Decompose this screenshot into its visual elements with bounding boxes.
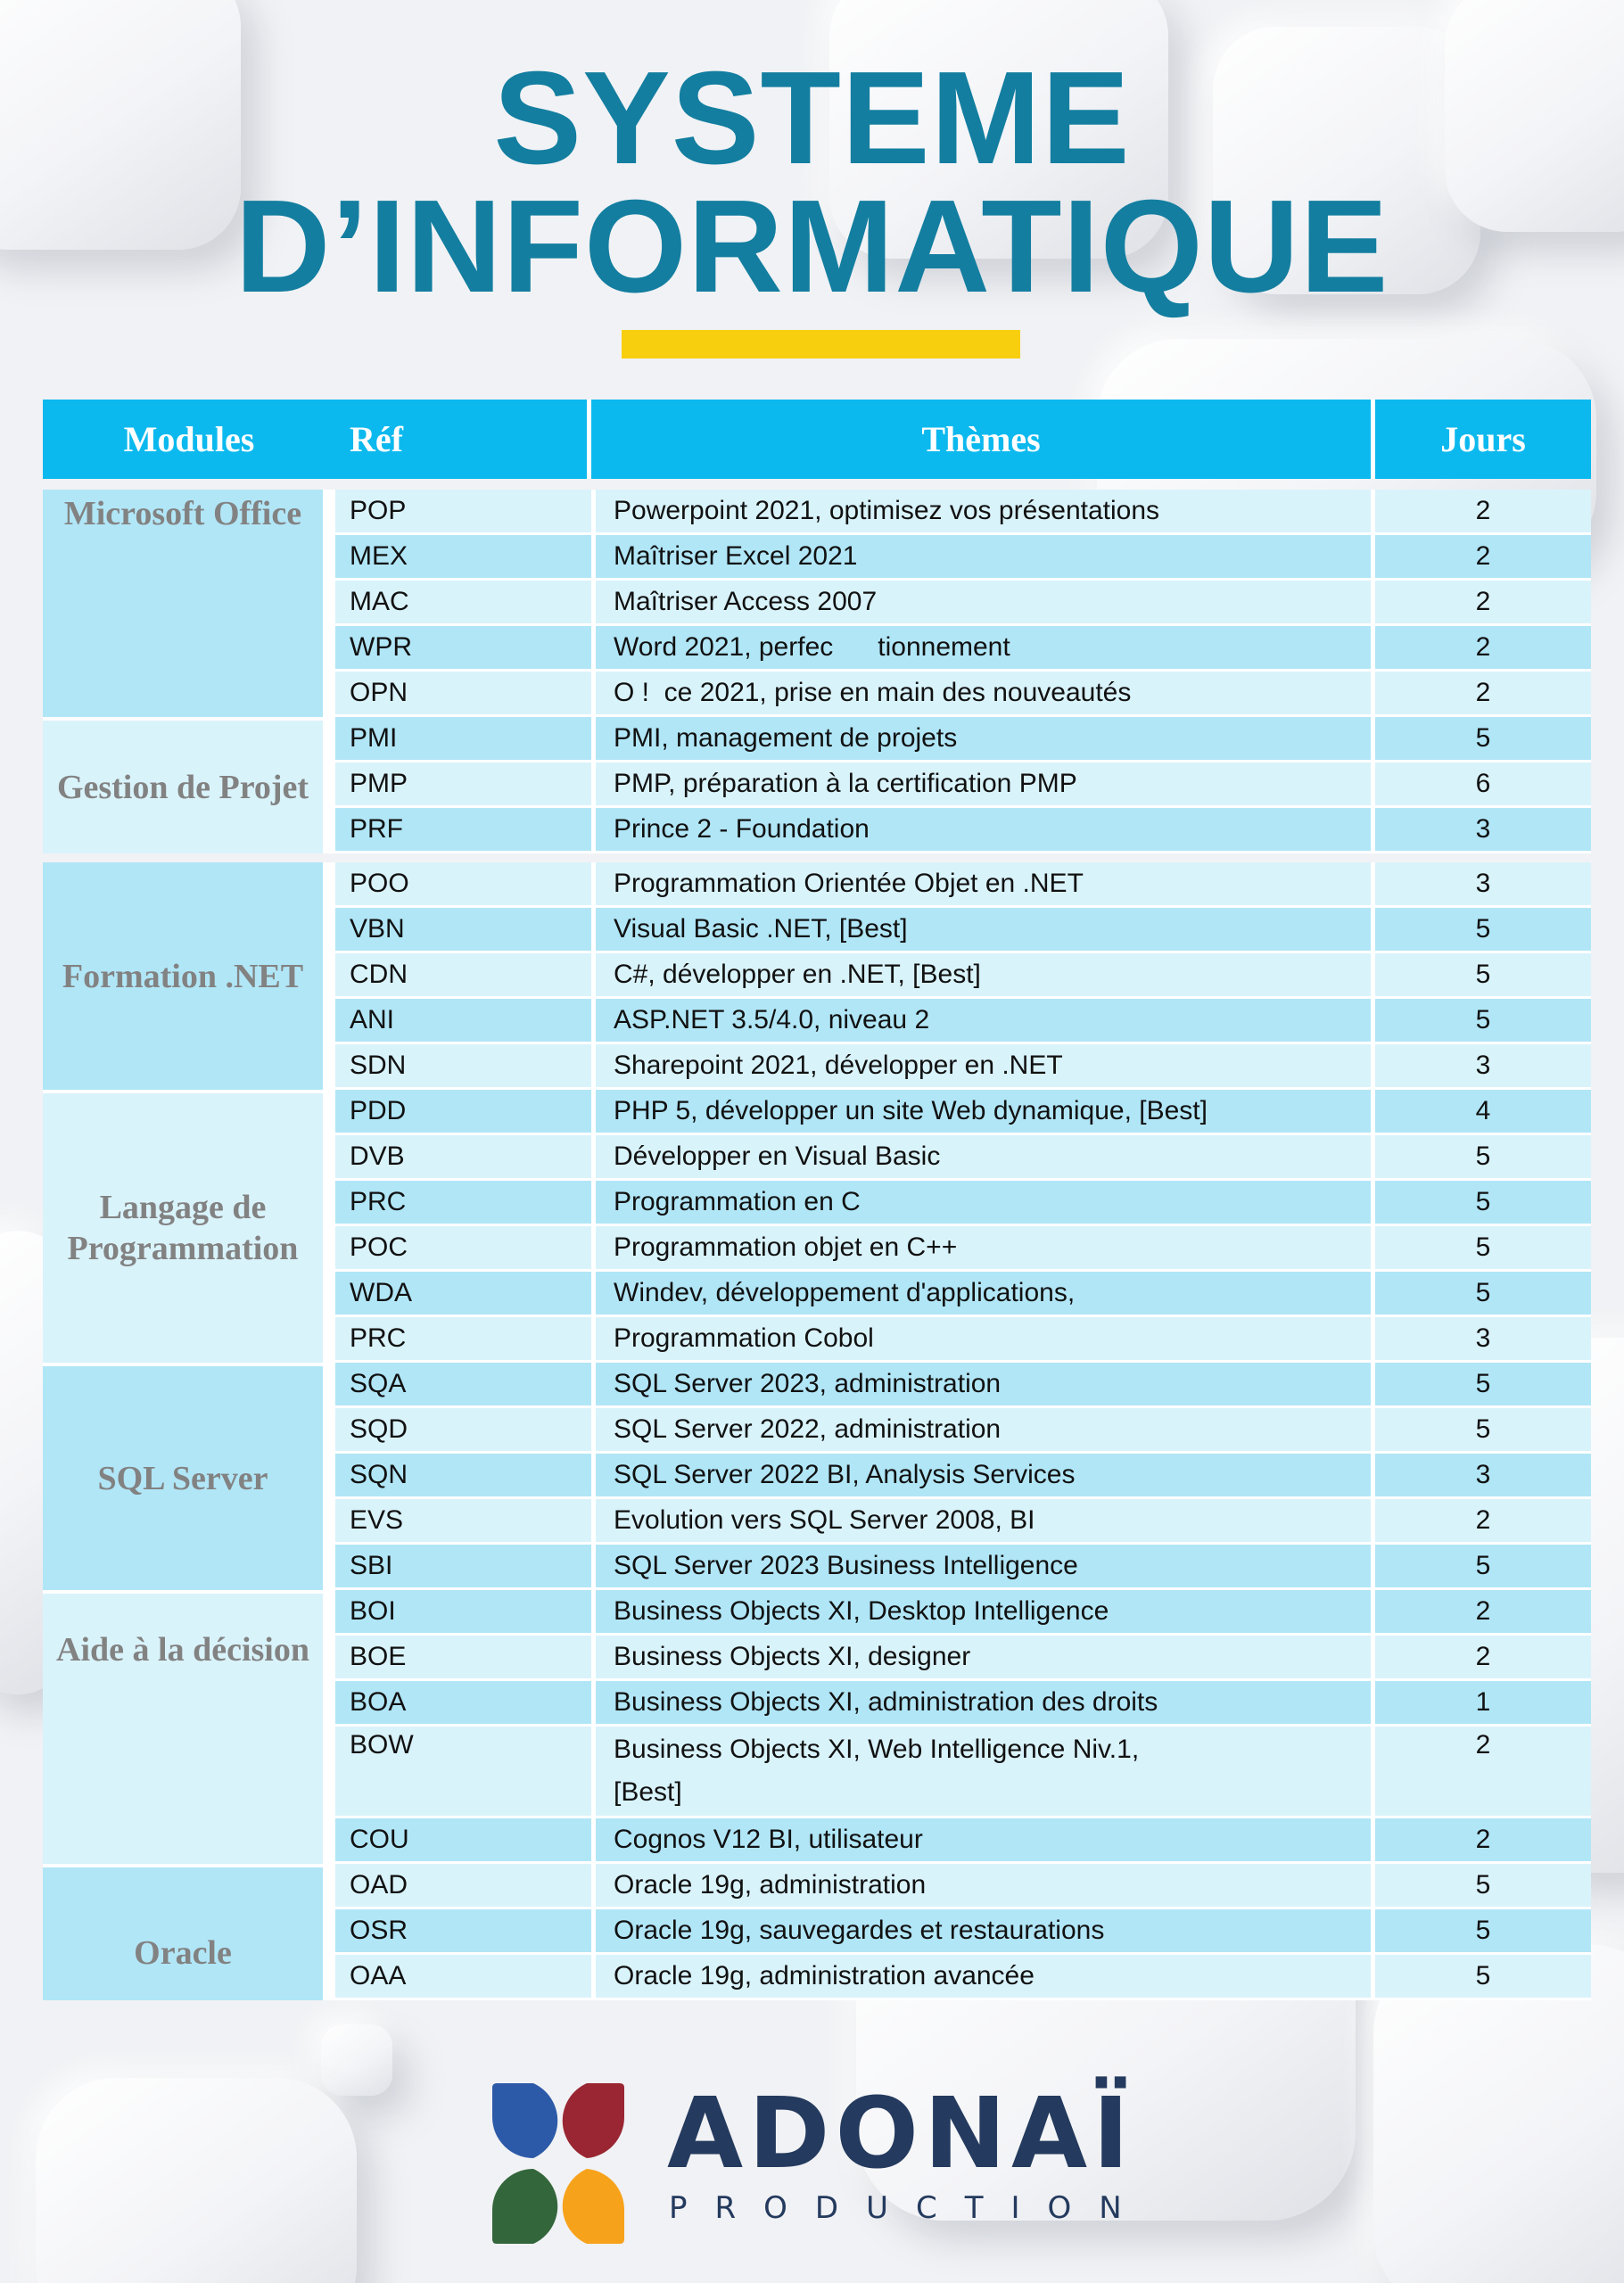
theme-cell: Programmation objet en C++ <box>591 1226 1375 1272</box>
ref-cell: DVB <box>335 1135 591 1181</box>
days-cell: 1 <box>1375 1681 1591 1727</box>
theme-cell: PHP 5, développer un site Web dynamique, [Best] <box>591 1090 1375 1135</box>
ref-cell: PRF <box>335 808 591 853</box>
theme-cell: Développer en Visual Basic <box>591 1135 1375 1181</box>
ref-cell: POC <box>335 1226 591 1272</box>
days-cell: 2 <box>1375 1727 1591 1818</box>
module-microsoft-office: Microsoft Office <box>43 490 335 717</box>
days-cell: 5 <box>1375 1864 1591 1909</box>
ref-cell: MEX <box>335 535 591 581</box>
days-cell: 2 <box>1375 1590 1591 1636</box>
table-row <box>43 490 1591 535</box>
logo-petal-orange <box>563 2169 624 2244</box>
ref-cell: SQA <box>335 1363 591 1408</box>
brand-subtitle: PRODUCTION <box>669 2190 1150 2226</box>
theme-cell: Word 2021, perfec tionnement <box>591 626 1375 672</box>
days-cell: 5 <box>1375 1181 1591 1226</box>
days-cell: 2 <box>1375 535 1591 581</box>
table-header-row <box>43 400 1591 479</box>
days-cell: 5 <box>1375 1272 1591 1317</box>
table-row <box>43 862 1591 908</box>
theme-cell: Maîtriser Excel 2021 <box>591 535 1375 581</box>
ref-cell: SBI <box>335 1545 591 1590</box>
theme-cell: Powerpoint 2021, optimisez vos présentations <box>591 490 1375 535</box>
theme-line: Business Objects XI, Web Intelligence Niv.1, <box>614 1735 1140 1764</box>
theme-cell: SQL Server 2023 Business Intelligence <box>591 1545 1375 1590</box>
logo-petal-blue <box>492 2083 557 2158</box>
table-row <box>43 1363 1591 1408</box>
days-cell: 5 <box>1375 1135 1591 1181</box>
theme-cell: PMP, préparation à la certification PMP <box>591 762 1375 808</box>
theme-cell: Oracle 19g, sauvegardes et restaurations <box>591 1909 1375 1955</box>
table-row <box>43 1090 1591 1135</box>
days-cell: 2 <box>1375 626 1591 672</box>
ref-cell: OPN <box>335 672 591 717</box>
ref-cell: PRC <box>335 1181 591 1226</box>
page-title-line1: SYSTEME <box>493 45 1131 192</box>
days-cell: 2 <box>1375 1636 1591 1681</box>
table-row <box>43 717 1591 762</box>
ref-cell: VBN <box>335 908 591 953</box>
course-table <box>43 400 1591 2000</box>
days-cell: 3 <box>1375 1454 1591 1499</box>
ref-cell: PMP <box>335 762 591 808</box>
days-cell: 2 <box>1375 1499 1591 1545</box>
theme-cell: PMI, management de projets <box>591 717 1375 762</box>
ref-cell: POP <box>335 490 591 535</box>
theme-cell: Oracle 19g, administration avancée <box>591 1955 1375 2000</box>
theme-cell: SQL Server 2023, administration <box>591 1363 1375 1408</box>
days-cell: 4 <box>1375 1090 1591 1135</box>
ref-cell: CDN <box>335 953 591 999</box>
ref-cell: PDD <box>335 1090 591 1135</box>
days-cell: 5 <box>1375 717 1591 762</box>
theme-cell: Evolution vers SQL Server 2008, BI <box>591 1499 1375 1545</box>
theme-cell: C#, développer en .NET, [Best] <box>591 953 1375 999</box>
days-cell: 5 <box>1375 1545 1591 1590</box>
column-header-ref: Réf <box>335 400 591 479</box>
theme-cell <box>591 1727 1375 1818</box>
theme-cell: ASP.NET 3.5/4.0, niveau 2 <box>591 999 1375 1044</box>
theme-cell: Cognos V12 BI, utilisateur <box>591 1818 1375 1864</box>
adonai-logo-icon <box>492 2083 671 2244</box>
theme-cell: Business Objects XI, designer <box>591 1636 1375 1681</box>
module-langage-de-programmation: Langage de Programmation <box>43 1090 335 1363</box>
ref-cell: SQD <box>335 1408 591 1454</box>
days-cell: 5 <box>1375 1955 1591 2000</box>
theme-cell: Programmation en C <box>591 1181 1375 1226</box>
ref-cell: PRC <box>335 1317 591 1363</box>
ref-cell: BOI <box>335 1590 591 1636</box>
ref-cell: OAD <box>335 1864 591 1909</box>
logo-petal-green <box>492 2169 557 2244</box>
theme-cell: Visual Basic .NET, [Best] <box>591 908 1375 953</box>
column-header-modules: Modules <box>43 400 335 479</box>
module-oracle: Oracle <box>43 1864 335 2000</box>
days-cell: 2 <box>1375 1818 1591 1864</box>
ref-cell: ANI <box>335 999 591 1044</box>
days-cell: 6 <box>1375 762 1591 808</box>
column-header-themes: Thèmes <box>591 400 1375 479</box>
ref-cell: OAA <box>335 1955 591 2000</box>
ref-cell: OSR <box>335 1909 591 1955</box>
days-cell: 3 <box>1375 862 1591 908</box>
days-cell: 5 <box>1375 1909 1591 1955</box>
theme-cell: Programmation Cobol <box>591 1317 1375 1363</box>
ref-cell: BOA <box>335 1681 591 1727</box>
theme-cell: Prince 2 - Foundation <box>591 808 1375 853</box>
theme-cell: Sharepoint 2021, développer en .NET <box>591 1044 1375 1090</box>
days-cell: 5 <box>1375 1226 1591 1272</box>
module-aide-a-la-decision: Aide à la décision <box>43 1590 335 1864</box>
days-cell: 5 <box>1375 953 1591 999</box>
accent-bar <box>622 330 1020 359</box>
theme-cell: Programmation Orientée Objet en .NET <box>591 862 1375 908</box>
column-header-days: Jours <box>1375 400 1591 479</box>
ref-cell: SQN <box>335 1454 591 1499</box>
module-sql-server: SQL Server <box>43 1363 335 1590</box>
days-cell: 5 <box>1375 999 1591 1044</box>
ref-cell: SDN <box>335 1044 591 1090</box>
days-cell: 5 <box>1375 908 1591 953</box>
ref-cell: BOW <box>335 1727 591 1818</box>
days-cell: 5 <box>1375 1408 1591 1454</box>
theme-cell: O ! ce 2021, prise en main des nouveautés <box>591 672 1375 717</box>
days-cell: 3 <box>1375 808 1591 853</box>
theme-line: [Best] <box>614 1777 682 1807</box>
module-gestion-de-projet: Gestion de Projet <box>43 717 335 853</box>
page-title-line2: D’INFORMATIQUE <box>235 173 1389 320</box>
days-cell: 2 <box>1375 490 1591 535</box>
ref-cell: COU <box>335 1818 591 1864</box>
ref-cell: WDA <box>335 1272 591 1317</box>
days-cell: 3 <box>1375 1317 1591 1363</box>
theme-cell: SQL Server 2022, administration <box>591 1408 1375 1454</box>
ref-cell: EVS <box>335 1499 591 1545</box>
module-formation-net: Formation .NET <box>43 862 335 1090</box>
days-cell: 2 <box>1375 672 1591 717</box>
ref-cell: BOE <box>335 1636 591 1681</box>
theme-cell: Oracle 19g, administration <box>591 1864 1375 1909</box>
table-row <box>43 1864 1591 1909</box>
ref-cell: MAC <box>335 581 591 626</box>
theme-cell: Maîtriser Access 2007 <box>591 581 1375 626</box>
days-cell: 2 <box>1375 581 1591 626</box>
brand-name: ADONAÏ <box>667 2076 1135 2190</box>
theme-cell: Business Objects XI, Desktop Intelligence <box>591 1590 1375 1636</box>
theme-cell: SQL Server 2022 BI, Analysis Services <box>591 1454 1375 1499</box>
logo-petal-red <box>563 2083 624 2158</box>
ref-cell: POO <box>335 862 591 908</box>
ref-cell: PMI <box>335 717 591 762</box>
table-row <box>43 1590 1591 1636</box>
ref-cell: WPR <box>335 626 591 672</box>
theme-cell: Windev, développement d'applications, <box>591 1272 1375 1317</box>
days-cell: 5 <box>1375 1363 1591 1408</box>
theme-cell: Business Objects XI, administration des droits <box>591 1681 1375 1727</box>
days-cell: 3 <box>1375 1044 1591 1090</box>
